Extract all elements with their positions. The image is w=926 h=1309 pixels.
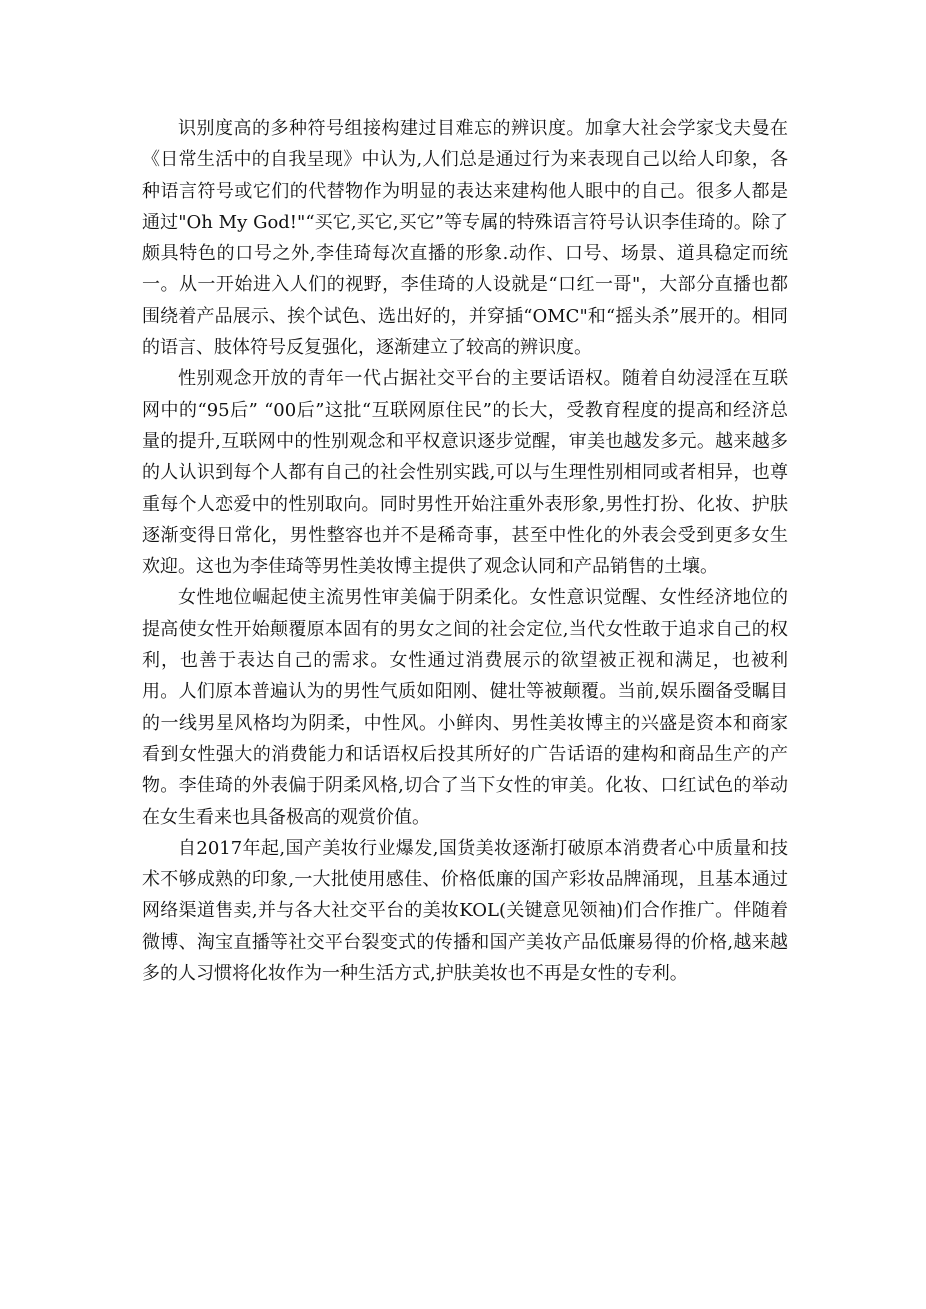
paragraph-domestic-cosmetics: 自2017年起,国产美妆行业爆发,国货美妆逐渐打破原本消费者心中质量和技术不够成熟的印象,一大批使用感佳、价格低廉的国产彩妆品牌涌现，且基本通过网络渠道售卖,并与各大社交平台的美妆KOL(关键意见领袖)们合作推广。伴随着微博、淘宝直播等社交平台裂变式的传播和国产美妆产品低廉易得的价格,越来越多的人习惯将化妆作为一种生活方式,护肤美妆也不再是女性的专利。 (142, 837, 788, 985)
paragraph-gender-views: 性别观念开放的青年一代占据社交平台的主要话语权。随着自幼浸淫在互联网中的“95后” “00后”这批“互联网原住民”的长大，受教育程度的提高和经济总量的提升,互联网中的性别观念和平权意识逐步觉醒，审美也越发多元。越来越多的人认识到每个人都有自己的社会性别实践,可以与生理性别相同或者相异，也尊重每个人恋爱中的性别取向。同时男性开始注重外表形象,男性打扮、化妆、护肤逐渐变得日常化，男性整容也并不是稀奇事，甚至中性化的外表会受到更多女生欢迎。这也为李佳琦等男性美妆博主提供了观念认同和产品销售的土壤。 (142, 368, 788, 578)
paragraph-female-status: 女性地位崛起使主流男性审美偏于阴柔化。女性意识觉醒、女性经济地位的提高使女性开始颠覆原本固有的男女之间的社会定位,当代女性敢于追求自己的权利，也善于表达自己的需求。女性通过消费展示的欲望被正视和满足，也被利用。人们原本普遍认为的男性气质如阳刚、健壮等被颠覆。当前,娱乐圈备受瞩目的一线男星风格均为阴柔，中性风。小鲜肉、男性美妆博主的兴盛是资本和商家看到女性强大的消费能力和话语权后投其所好的广告话语的建构和商品生产的产物。李佳琦的外表偏于阴柔风格,切合了当下女性的审美。化妆、口红试色的举动在女生看来也具备极高的观赏价值。 (142, 587, 788, 828)
paragraph-symbol-recognition: 识别度高的多种符号组接构建过目难忘的辨识度。加拿大社会学家戈夫曼在《日常生活中的自我呈现》中认为,人们总是通过行为来表现自己以给人印象，各种语言符号或它们的代替物作为明显的表达来建构他人眼中的自己。很多人都是通过"Oh My God!"“买它,买它,买它”等专属的特殊语言符号认识李佳琦的。除了颇具特色的口号之外,李佳琦每次直播的形象.动作、口号、场景、道具稳定而统一。从一开始进入人们的视野，李佳琦的人设就是“口红一哥"，大部分直播也都围绕着产品展示、挨个试色、选出好的，并穿插“OMC"和“摇头杀”展开的。相同的语言、肢体符号反复强化，逐渐建立了较高的辨识度。 (142, 118, 788, 359)
document-body (142, 113, 788, 989)
